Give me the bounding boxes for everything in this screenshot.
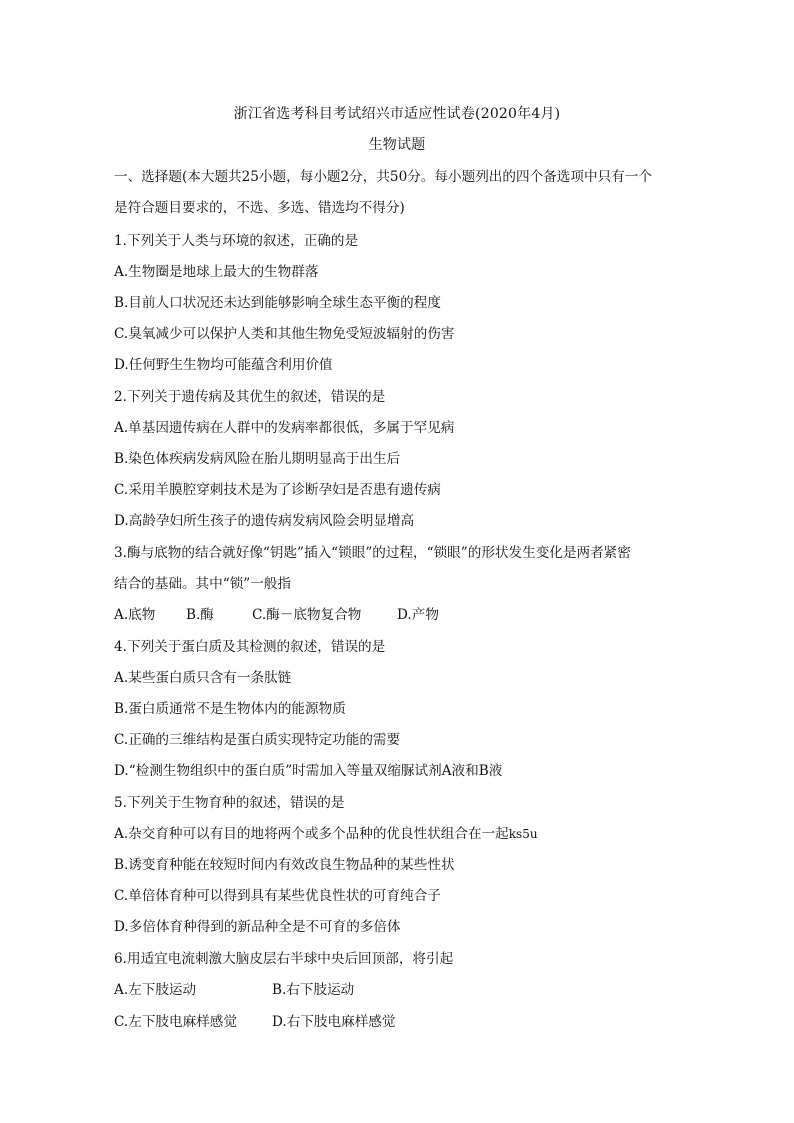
- question-4-option-c: C.正确的三维结构是蛋白质实现特定功能的需要: [114, 732, 401, 748]
- question-3-option-b: B.酶: [186, 607, 214, 623]
- question-4-option-a: A.某些蛋白质只含有一条肽链: [114, 670, 292, 686]
- question-6-option-b: B.右下肢运动: [272, 982, 355, 998]
- question-3-option-c: C.酶－底物复合物: [252, 607, 362, 623]
- question-5-inline-mark: ks5u: [508, 827, 538, 841]
- section-intro-line-2: 是符合题目要求的，不选、多选、错选均不得分): [114, 200, 405, 216]
- exam-title: 浙江省选考科目考试绍兴市适应性试卷(2020年4月): [233, 106, 561, 122]
- question-1-stem: 1.下列关于人类与环境的叙述，正确的是: [114, 233, 359, 249]
- question-1-option-a: A.生物圈是地球上最大的生物群落: [114, 264, 319, 280]
- question-2-option-a: A.单基因遗传病在人群中的发病率都很低，多属于罕见病: [114, 420, 455, 436]
- question-6-option-c: C.左下肢电麻样感觉: [114, 1014, 237, 1030]
- question-3-option-a: A.底物: [114, 607, 156, 623]
- question-6-stem: 6.用适宜电流刺激大脑皮层右半球中央后回顶部，将引起: [114, 951, 454, 967]
- question-3-option-d: D.产物: [397, 607, 439, 623]
- question-4-option-b: B.蛋白质通常不是生物体内的能源物质: [114, 701, 346, 717]
- question-5-option-a-row: [114, 822, 714, 842]
- question-6-option-a: A.左下肢运动: [114, 982, 197, 998]
- question-2-option-d: D.高龄孕妇所生孩子的遗传病发病风险会明显增高: [114, 513, 415, 529]
- question-5-option-d: D.多倍体育种得到的新品种全是不可育的多倍体: [114, 919, 401, 935]
- question-1-option-c: C.臭氧减少可以保护人类和其他生物免受短波辐射的伤害: [114, 326, 455, 342]
- question-5-option-c: C.单倍体育种可以得到具有某些优良性状的可育纯合子: [114, 888, 441, 904]
- question-4-stem: 4.下列关于蛋白质及其检测的叙述，错误的是: [114, 639, 386, 655]
- question-4-option-d: D.“检测生物组织中的蛋白质”时需加入等量双缩脲试剂A液和B液: [114, 763, 503, 779]
- question-3-stem-line-1: 3.酶与底物的结合就好像“钥匙”插入“锁眼”的过程，“锁眼”的形状发生变化是两者紧密: [114, 545, 631, 561]
- question-1-option-b: B.目前人口状况还未达到能够影响全球生态平衡的程度: [114, 295, 441, 311]
- question-5-option-b: B.诱变育种能在较短时间内有效改良生物品种的某些性状: [114, 857, 455, 873]
- question-3-stem-line-2: 结合的基础。其中“锁”一般指: [114, 576, 292, 592]
- exam-subtitle: 生物试题: [368, 137, 426, 153]
- question-1-option-d: D.任何野生生物均可能蕴含利用价值: [114, 357, 333, 373]
- question-5-stem: 5.下列关于生物育种的叙述，错误的是: [114, 795, 345, 811]
- question-2-stem: 2.下列关于遗传病及其优生的叙述，错误的是: [114, 389, 386, 405]
- question-2-option-b: B.染色体疾病发病风险在胎儿期明显高于出生后: [114, 451, 401, 467]
- question-2-option-c: C.采用羊膜腔穿刺技术是为了诊断孕妇是否患有遗传病: [114, 482, 441, 498]
- question-5-option-a: A.杂交育种可以有目的地将两个或多个品种的优良性状组合在一起: [114, 826, 509, 842]
- section-intro-line-1: 一、选择题(本大题共25小题，每小题2分，共50分。每小题列出的四个备选项中只有一个: [114, 169, 652, 185]
- question-6-option-d: D.右下肢电麻样感觉: [272, 1014, 396, 1030]
